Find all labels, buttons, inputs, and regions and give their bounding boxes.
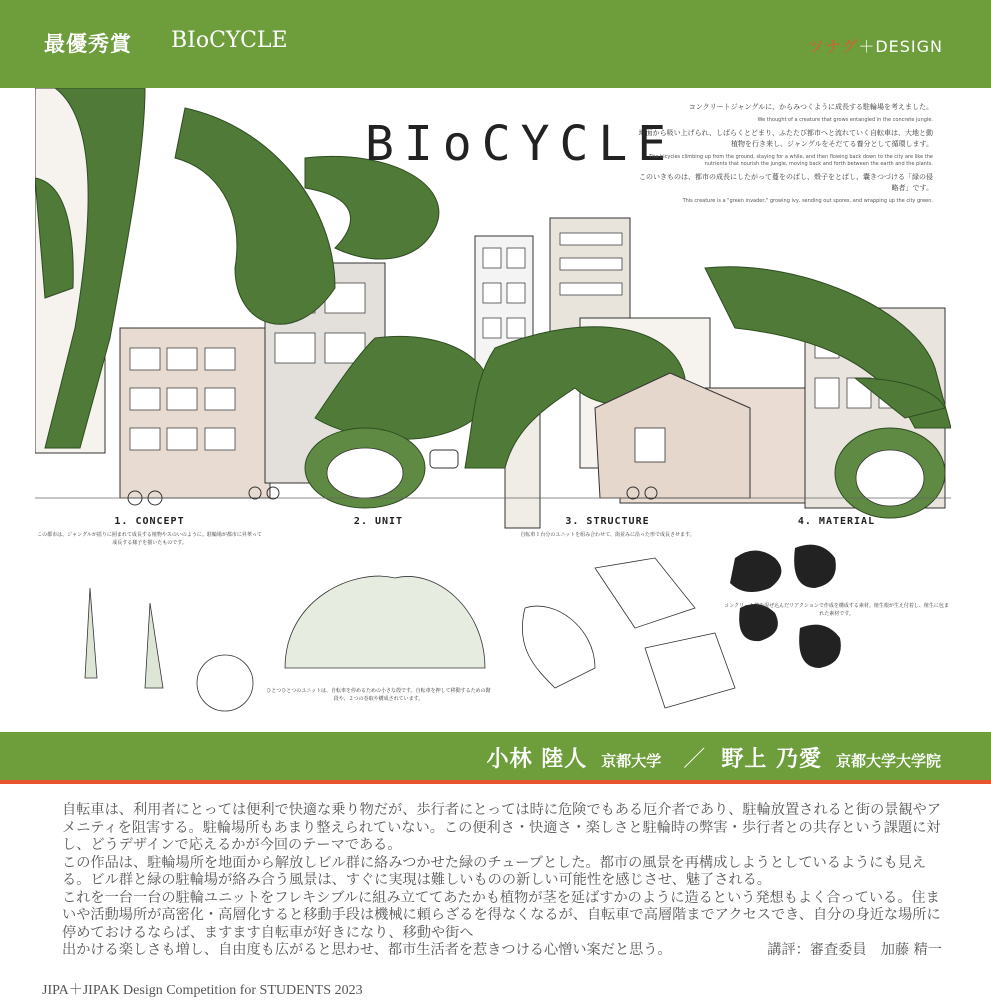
panel-concept — [35, 516, 264, 722]
poster-illustration — [35, 88, 951, 728]
award-title: 最優秀賞 — [44, 31, 132, 56]
author-list — [487, 742, 941, 773]
intro-en-1: We thought of a creature that grows entangled in the concrete jungle. — [757, 117, 933, 123]
review-paragraph-3: これを一台一台の駐輪ユニットをフレキシブルに組み立ててあたかも植物が茎を延ばすかのように造るという発想もよく合っている。住まいや活動場所が高密化・高層化すると移動手段は機械に頼らざるを得なくなるが、自転車で高層階までアクセスでき、自分の身近な場所に停めておけるならば、ますます自転車が好きになり、移動や街へ — [62, 889, 941, 941]
brand-part2: ＋DESIGN — [858, 37, 943, 56]
author-bar — [0, 732, 991, 784]
panel-text: ひとつひとつのユニットは、自転車を停めるための小さな殻です。自転車を押して移動するための階段や、２つの巻取や構成されています。 — [266, 688, 491, 702]
intro-en-3: This creature is a "green invader," growing ivy, sending out spores, and wrapping up the city green. — [682, 198, 933, 204]
author-university-2: 京都大学大学院 — [835, 752, 941, 770]
intro-ja-3: このいきものは、都市の成長にしたがって蔓をのばし、殻子をとばし、囊きつづける「緑の侵略者」です。 — [639, 173, 933, 192]
author-name-1: 小林 陸人 — [486, 746, 588, 772]
header-bar — [0, 0, 991, 88]
panel-title: 3. STRUCTURE — [565, 516, 650, 527]
panel-title: 2. UNIT — [353, 516, 404, 527]
brand-part1: ツナグ — [807, 37, 859, 56]
panel-text: 自転車１台分のユニットを組み合わせて、街並みに沿った形で成長させます。 — [520, 532, 695, 538]
review-last-line: 出かける楽しさも増し、自由度も広がると思わせ、都市生活者を惹きつける心憎い案だと思う。 — [62, 942, 672, 958]
panel-structure — [493, 516, 722, 722]
review-signature: 講評：審査委員 加藤 精一 — [767, 942, 942, 958]
intro-ja-2: 地面から吸い上げられ、しばらくとどまり、ふたたび都市へと流れていく自転車は、大地と動植物を行き来し、ジャングルをそだてる養分として循環します。 — [638, 129, 933, 148]
review-paragraph-2: この作品は、駐輪場所を地面から解放しビル群に絡みつかせた緑のチューブとした。都市の風景を再構成しようとしているようにも見える。ビル群と緑の駐輪場が絡み合う風景は、すぐに実現は難しいものの新しい可能性を感じさせ、魅了される。 — [62, 854, 927, 888]
panel-material — [722, 516, 951, 722]
work-title: BIoCYCLE — [171, 28, 288, 53]
review-paragraph-4 — [62, 942, 942, 960]
panel-title: 1. CONCEPT — [114, 516, 185, 527]
author-university-1: 京都大学 — [601, 752, 662, 770]
panel-text: この都市は、ジャングルが揺りに囲まれて成長する植物やスのいのように。駐輪場が都市に昇華って成長する様子を描いたものです。 — [37, 532, 262, 546]
panel-text: コンクリート塊を混ぜ込んだリアクションで作成を構成する素材。植生根が生え付着し、植生に包まれた素材です。 — [724, 603, 949, 617]
brand-logo — [808, 34, 943, 57]
author-name-2: 野上 乃愛 — [721, 746, 822, 772]
intro-en-2: The bicycles climbing up from the ground, staying for a while, and then flowing back down to the city are like the nutrients that nourish the jungle, moving back and forth between the earth and the plants. — [649, 154, 933, 167]
poster-logo: BIoCYCLE — [365, 116, 677, 172]
review-paragraph-1: 自転車は、利用者にとっては便利で快適な乗り物だが、歩行者にとっては時に危険でもある厄介者であり、駐輪放置されると街の景観やアメニティを阻害する。駐輪場所もあまり整えられていない。この便利さ・快適さ・楽しさと駐輪時の弊害・歩行者との共存という課題に対し、どうデザインで応えるかが今回のテーマである。 — [62, 802, 942, 853]
poster-intro — [633, 102, 933, 209]
intro-ja-1: コンクリートジャングルに、からみつくように成長する駐輪場を考えました。 — [688, 103, 933, 111]
review-text — [62, 802, 942, 960]
author-separator: ／ — [683, 747, 706, 772]
panel-unit — [264, 516, 493, 722]
panel-title: 4. MATERIAL — [797, 516, 876, 527]
footer-competition: JIPA＋JIPAK Design Competition for STUDENTS 2023 — [42, 983, 363, 998]
